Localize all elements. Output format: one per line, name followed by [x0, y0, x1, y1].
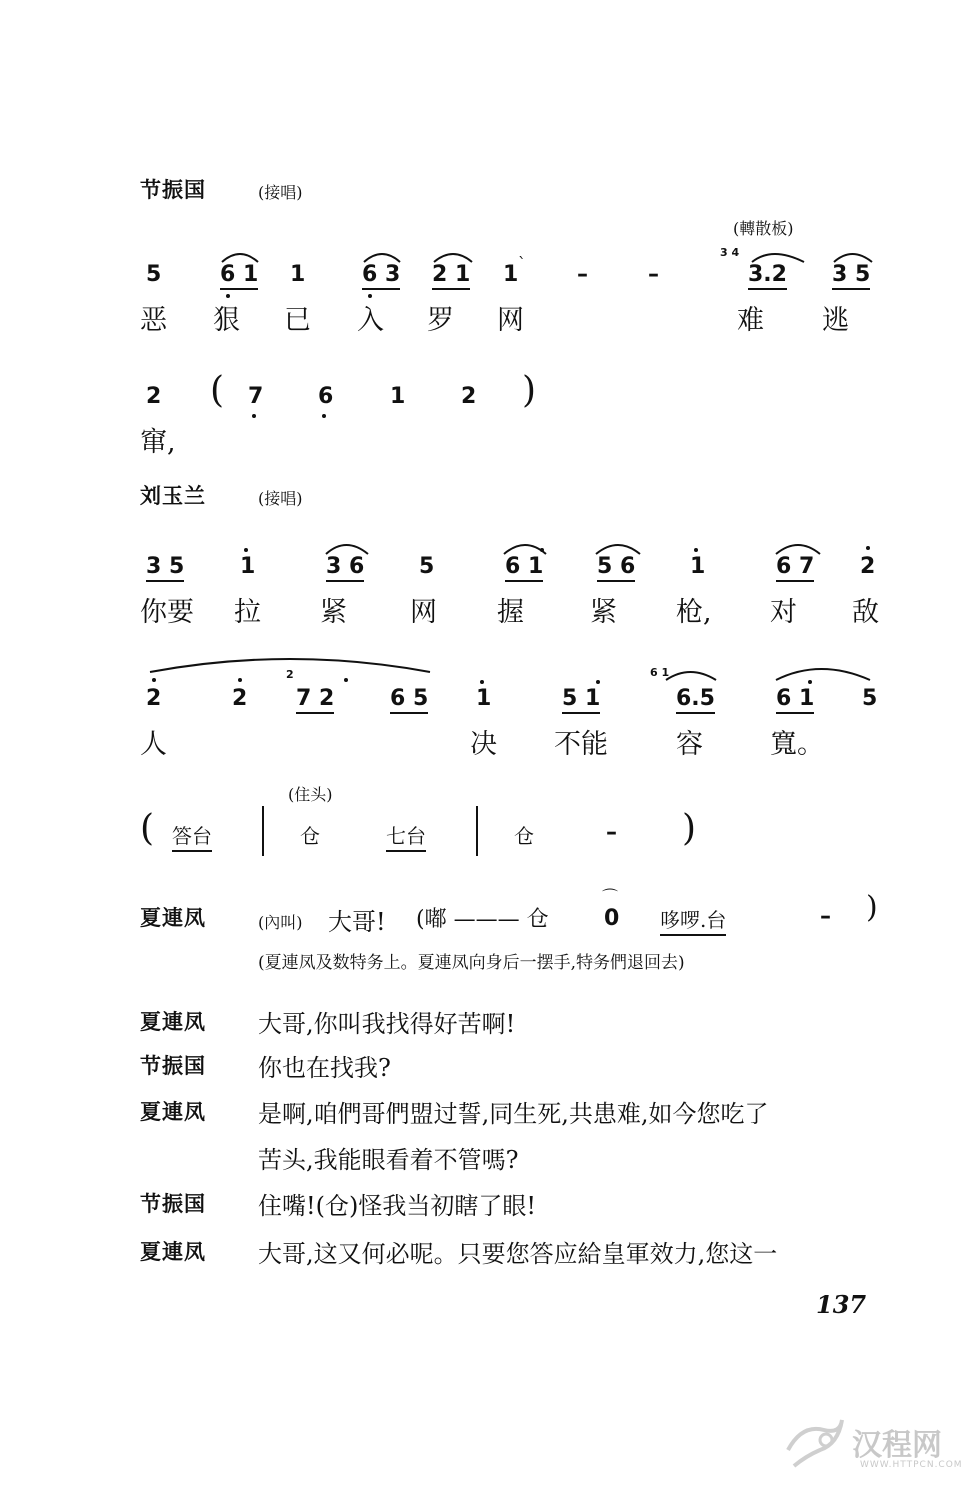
note: 6.5 [676, 686, 715, 714]
lyric: 握 [497, 597, 524, 628]
note: 1 [290, 262, 306, 287]
high-dot [808, 680, 812, 684]
percussion-syllable: 七台 [386, 820, 426, 852]
note: 7 [248, 384, 264, 409]
breath-mark: ` [518, 254, 526, 273]
high-dot [238, 678, 242, 682]
note: 2 [860, 554, 876, 579]
lyric: 恶 [140, 305, 167, 336]
percussion-syllables: 哆啰.台 [660, 904, 726, 936]
speaker-label: 夏連凤 [140, 1240, 206, 1264]
note: 1 [240, 554, 256, 579]
bird-logo-icon [780, 1410, 850, 1470]
lyric: 拉 [234, 597, 261, 628]
percussion-syllable: 仓 [514, 824, 534, 848]
speaker-label: 节振国 [140, 1054, 206, 1078]
lyric: 枪, [676, 597, 712, 628]
speaker-label: 节振国 [140, 178, 206, 202]
page-number: 137 [816, 1290, 867, 1319]
note: 3 5 [146, 554, 184, 582]
lyric: 寬。 [770, 729, 824, 760]
grace-notes: 3 4 [720, 246, 740, 259]
rest-note: 0 [604, 906, 620, 931]
dialogue-text: 你也在找我? [258, 1054, 391, 1082]
paren-close: ) [682, 808, 697, 849]
high-dot [152, 678, 156, 682]
lyric: 你要 [140, 597, 194, 628]
lyric: 入 [357, 305, 384, 336]
note: 6 1 [776, 686, 814, 714]
dialogue-text: 大哥,这又何必呢。只要您答应給皇軍效力,您这一 [258, 1240, 778, 1268]
note: 1 [390, 384, 406, 409]
aside: (內叫) [258, 913, 303, 932]
lyric: 罗 [427, 305, 454, 336]
note: 6 5 [390, 686, 428, 714]
note: 6 [318, 384, 334, 409]
note: 2 [146, 384, 162, 409]
lyric: 网 [497, 305, 524, 336]
note: 3 6 [326, 554, 364, 582]
stage-cue: (接唱) [258, 183, 303, 202]
dash: – [820, 904, 831, 929]
note: 1 [503, 262, 519, 287]
speaker-label: 夏連凤 [140, 1100, 206, 1124]
lyric: 不能 [554, 729, 608, 760]
bar-line [262, 806, 264, 856]
note: 6 3 [362, 262, 400, 290]
lyric: 决 [470, 729, 497, 760]
paren-open: ( [140, 808, 155, 849]
note: 6 1 [220, 262, 258, 290]
note: 3.2 [748, 262, 787, 290]
lyric: 人 [140, 729, 167, 760]
high-dot [866, 546, 870, 550]
note: 1 [690, 554, 706, 579]
note: 5 6 [597, 554, 635, 582]
note: 5 [146, 262, 162, 287]
watermark-logo: 汉程网 [852, 1428, 942, 1463]
lyric: 已 [284, 305, 311, 336]
lyric: 敌 [852, 597, 879, 628]
high-dot [344, 678, 348, 682]
percussion-syllables: (嘟 ——— 仓 [416, 907, 549, 932]
tempo-mark: (轉散板) [733, 219, 794, 238]
paren-open: ( [210, 370, 225, 411]
lyric: 狠 [213, 305, 240, 336]
dialogue-text: 大哥,你叫我找得好苦啊! [258, 1010, 516, 1038]
note: 5 1 [562, 686, 600, 714]
note: 2 [146, 686, 162, 711]
grace-notes: 6 1 [650, 666, 670, 679]
note: 5 [862, 686, 878, 711]
lyric: 容 [676, 729, 703, 760]
note: 7 2 [296, 686, 334, 714]
speaker-label: 刘玉兰 [140, 484, 206, 508]
note: 3 5 [832, 262, 870, 290]
low-dot [322, 414, 326, 418]
lyric: 紧 [320, 597, 347, 628]
dash: – [648, 262, 659, 287]
note: 6 7 [776, 554, 814, 582]
dialogue-text: 苦头,我能眼看着不管嗎? [258, 1146, 519, 1174]
bar-line [476, 806, 478, 856]
high-dot [596, 680, 600, 684]
paren-close: ) [866, 890, 878, 925]
section-label: (住头) [288, 785, 333, 804]
lyric: 网 [410, 597, 437, 628]
stage-cue: (接唱) [258, 489, 303, 508]
high-dot [540, 548, 544, 552]
note: 2 1 [432, 262, 470, 290]
lyric: 逃 [822, 305, 849, 336]
dialogue-text: 大哥! [328, 908, 386, 936]
fermata: ⌒ [602, 887, 619, 906]
note: 6 1 [505, 554, 543, 582]
high-dot [480, 680, 484, 684]
speaker-label: 夏連凤 [140, 906, 206, 930]
note: 2 [461, 384, 477, 409]
percussion-syllable: 仓 [300, 824, 320, 848]
lyric: 对 [770, 597, 797, 628]
grace-note: 2 [286, 668, 294, 681]
lyric: 紧 [590, 597, 617, 628]
speaker-label: 夏連凤 [140, 1010, 206, 1034]
dialogue-text: 是啊,咱們哥們盟过誓,同生死,共患难,如今您吃了 [258, 1100, 769, 1128]
high-dot [244, 548, 248, 552]
note: 5 [419, 554, 435, 579]
high-dot [694, 548, 698, 552]
stage-direction: (夏連凤及数特务上。夏連凤向身后一摆手,特务們退回去) [258, 953, 685, 973]
speaker-label: 节振国 [140, 1192, 206, 1216]
percussion-syllable: 答台 [172, 820, 212, 852]
watermark-url: WWW.HTTPCN.COM [860, 1460, 963, 1470]
dash: – [577, 262, 588, 287]
note: 2 [232, 686, 248, 711]
lyric: 难 [737, 305, 764, 336]
lyric: 窜, [140, 427, 176, 458]
paren-close: ) [522, 370, 537, 411]
dialogue-text: 住嘴!(仓)怪我当初瞎了眼! [258, 1192, 537, 1220]
low-dot [252, 414, 256, 418]
slur-marks [0, 650, 974, 686]
note: 1 [476, 686, 492, 711]
dash: – [606, 820, 617, 845]
